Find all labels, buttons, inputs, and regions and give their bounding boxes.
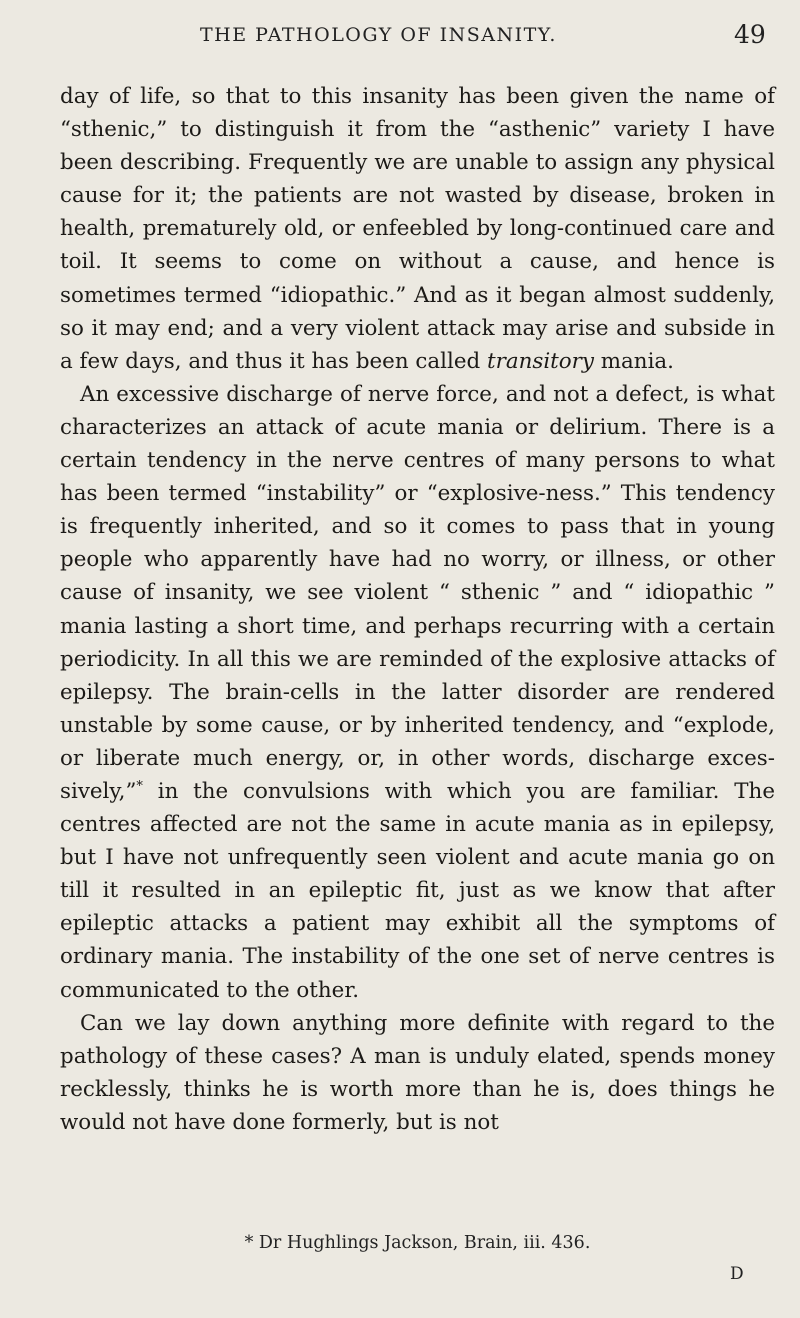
footnote-marker[interactable]: * bbox=[136, 778, 143, 794]
paragraph-1 bbox=[60, 80, 775, 378]
paragraph-3: Can we lay down anything more definite with regard to the pathology of these cases? A man is unduly elated, spends money recklessly, thinks he is worth more than he is, does things he would not have done formerly, but is not bbox=[60, 1010, 775, 1135]
body-text bbox=[60, 80, 775, 1139]
running-head: THE PATHOLOGY OF INSANITY. bbox=[200, 24, 557, 46]
signature-mark: D bbox=[730, 1264, 744, 1284]
paragraph-2-end: in the convulsions with which you are familiar. The centres affected are not the same in acute mania as in epilepsy, but I have not unfrequently seen violent and acute mania go on till it resulted in an epileptic fit, just as we know that after epileptic attacks a patient may exhibit all the symptoms of ordinary mania. The instability of the one set of nerve centres is communicated to the other. bbox=[60, 778, 775, 1003]
italic-term: transitory bbox=[487, 348, 594, 374]
paragraph-1-end: mania. bbox=[593, 348, 674, 374]
paragraph-2 bbox=[60, 378, 775, 1007]
footnote: * Dr Hughlings Jackson, Brain, iii. 436. bbox=[244, 1233, 591, 1253]
page-number: 49 bbox=[734, 20, 766, 49]
paragraph-1-text: day of life, so that to this insanity has been given the name of “sthenic,” to distinguish it from the “asthenic” variety I have been describing. Frequently we are unable to assign any physical cause for it; the patients are not wasted by disease, broken in health, prematurely old, or enfeebled by long-continued care and toil. It seems to come on without a cause, and hence is sometimes termed “idiopathic.” And as it began almost suddenly, so it may end; and a very violent attack may arise and subside in a few days, and thus it has been called bbox=[60, 84, 775, 374]
page-header bbox=[0, 20, 800, 54]
paragraph-2-text: An excessive discharge of nerve force, and not a defect, is what characterizes an attack of acute mania or delirium. There is a certain tendency in the nerve centres of many persons to what has been termed “instability” or “explosive-ness.” This tendency is frequently inherited, and so it comes to pass that in young people who apparently have had no worry, or illness, or other cause of insanity, we see violent “ sthenic ” and “ idiopathic ” mania lasting a short time, and perhaps recurring with a certain periodicity. In all this we are reminded of the explosive attacks of epilepsy. The brain-cells in the latter disorder are rendered unstable by some cause, or by inherited tendency, and “explode, or liberate much energy, or, in other words, discharge exces-sively,” bbox=[60, 381, 775, 804]
